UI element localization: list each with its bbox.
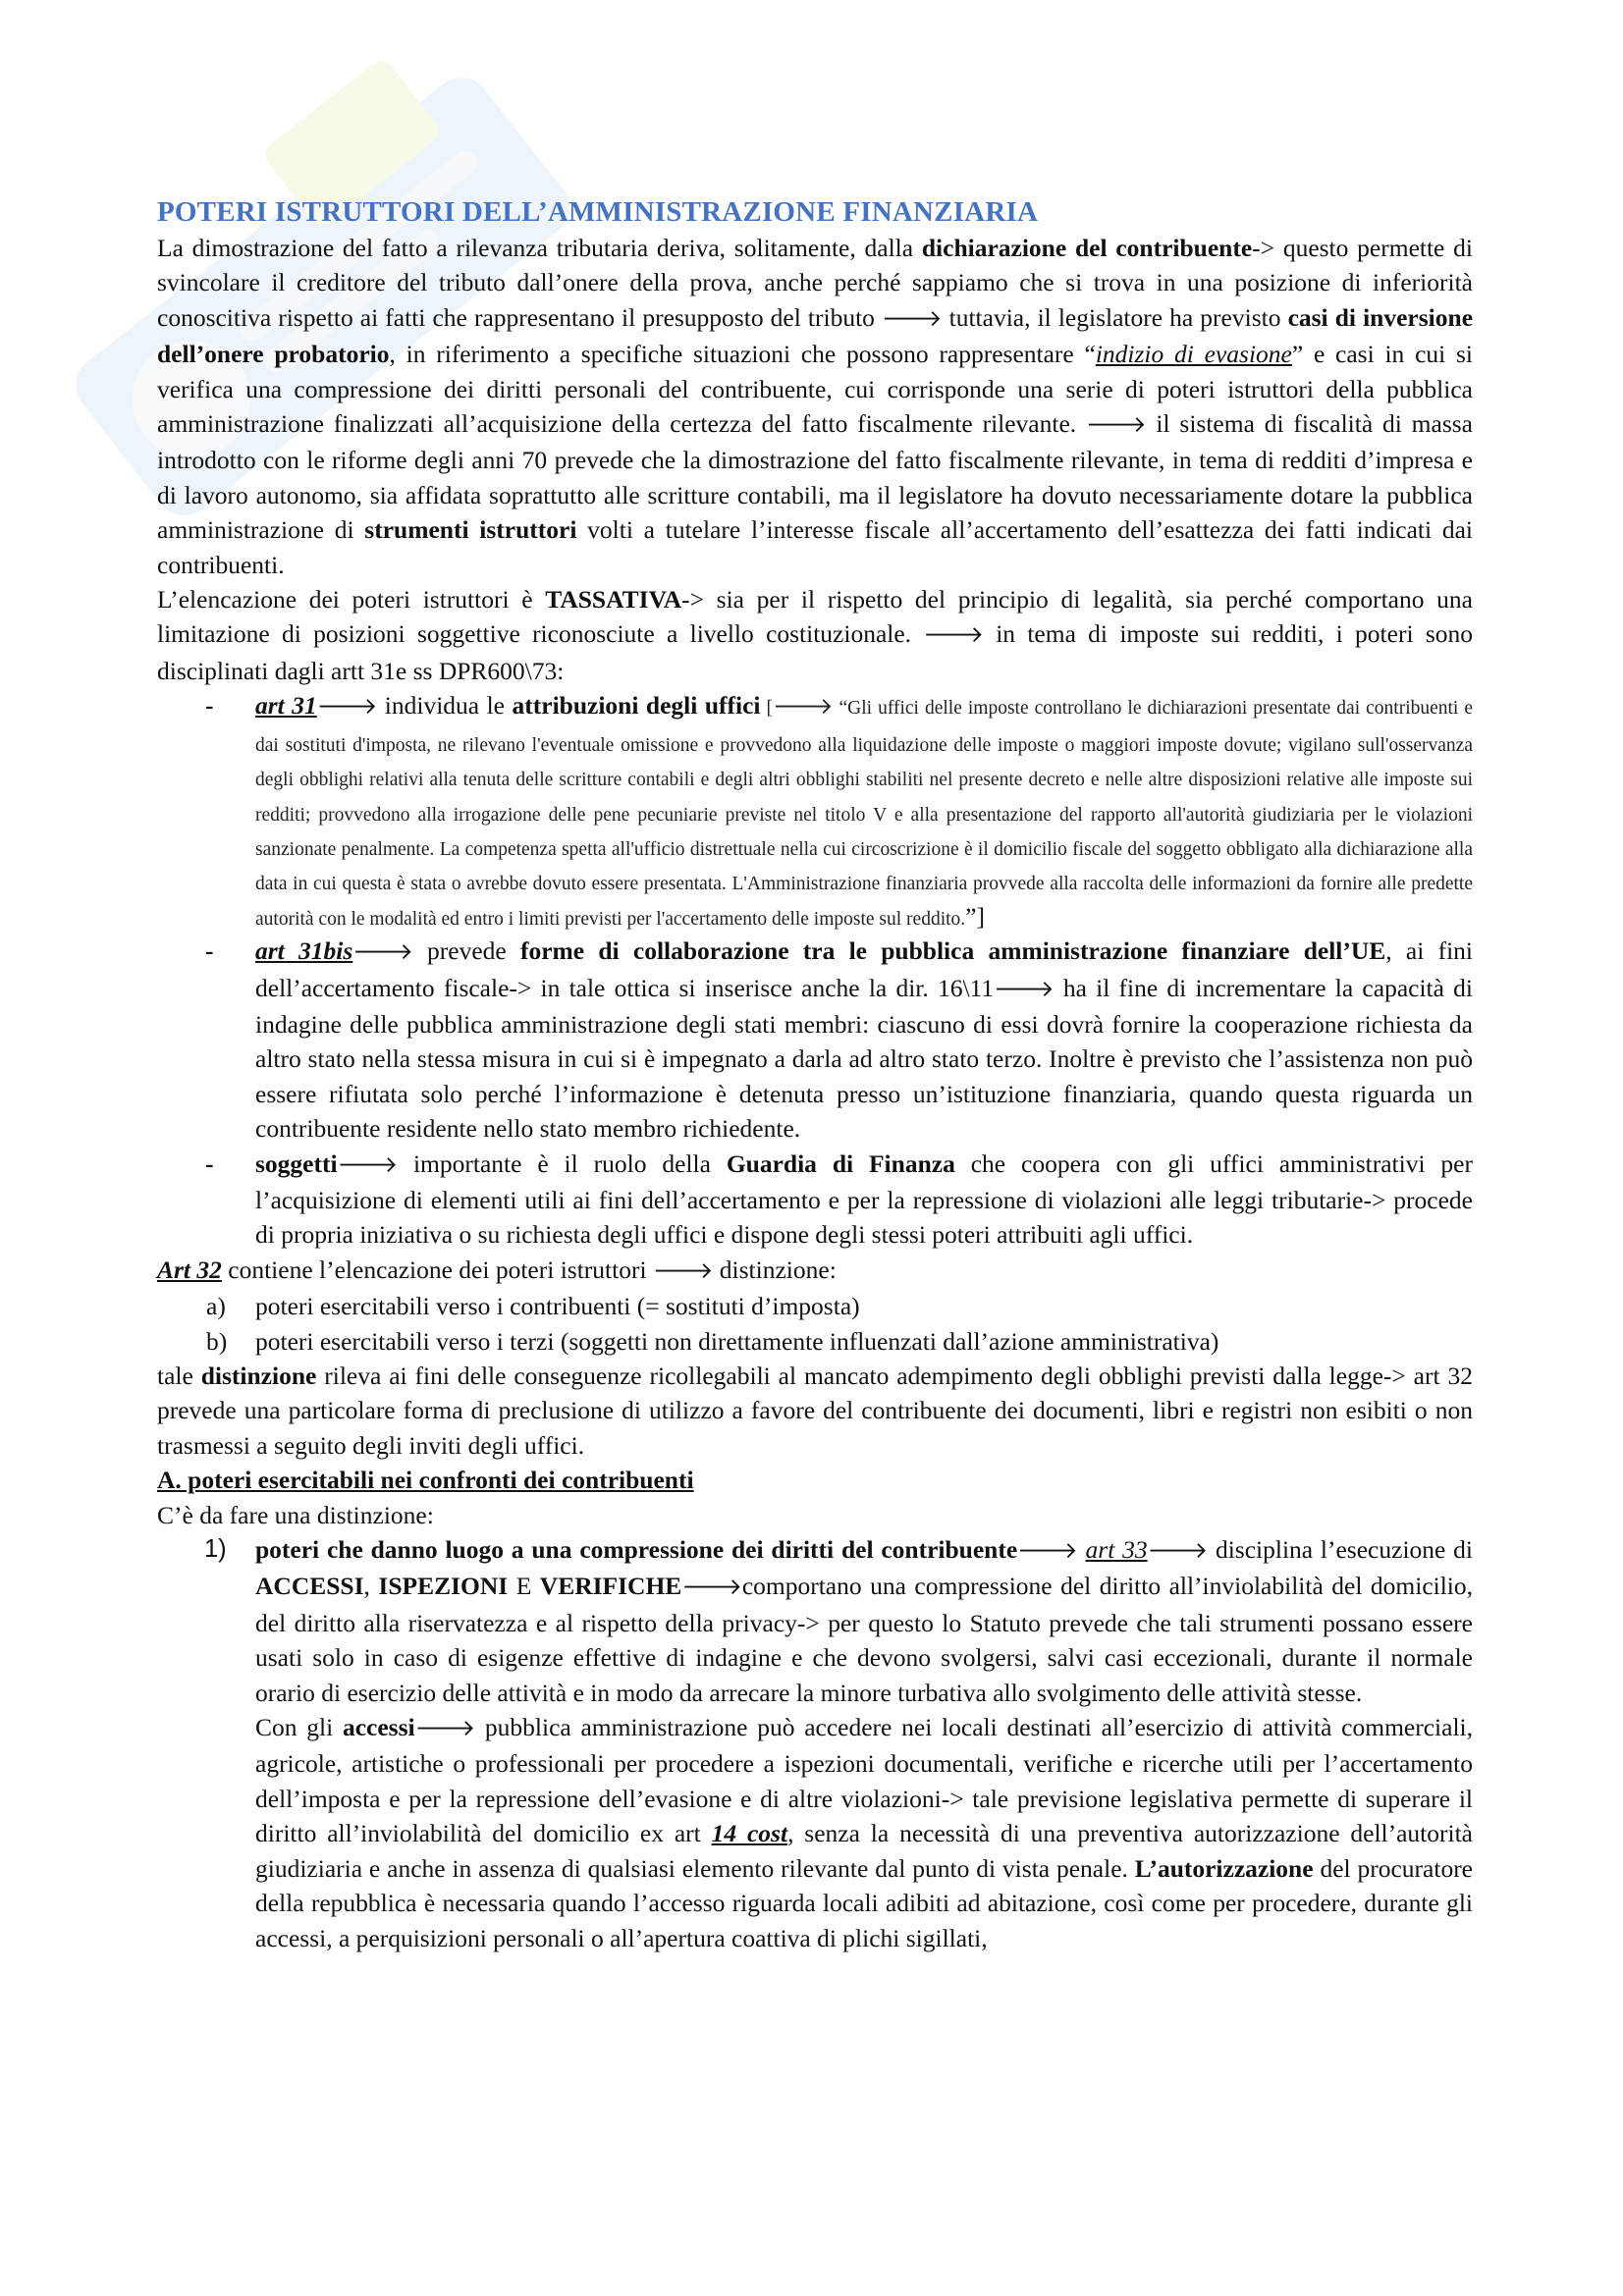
- list-item-1: 1) poteri che danno luogo a una compressione dei diritti del contribuente🡒 art 33🡒 disciplina l’esecuzione di ACCESSI, ISPEZIONI E VERIFICHE🡒comportano una compressione del diritto all’inviolabilità del domicilio, del diritto alla riservatezza e al rispetto della privacy-> per questo lo Statuto prevede che tali strumenti possano essere usati solo in caso di esigenze effettive di indagine e che devono svolgersi, salvi casi eccezionali, durante il normale orario di esercizio delle attività e in modo da arrecare la minore turbativa allo svolgimento delle attività stesse.: [204, 1535, 1474, 1707]
- arrow-icon: 🡒: [414, 1716, 476, 1742]
- art32-paragraph: Art 32 contiene l’elencazione dei poteri istruttori 🡒 distinzione:: [157, 1255, 837, 1284]
- arrow-icon: 🡒: [923, 622, 984, 649]
- arrow-icon: 🡒: [1017, 1538, 1078, 1565]
- art31-quote: “Gli uffici delle imposte controllano le dichiarazioni presentate dai contribuenti e dai sostituti d'imposta, ne rilevano l'eventuale omissione e provvedono alla liquidazione delle imposte o maggiori imposte dovute; vigilano sull'osservanza degli obblighi relativi alla tenuta delle scritture contabili e degli altri obblighi stabiliti nel presente decreto e nelle altre disposizioni relative alle imposte sui redditi; provvedono alla irrogazione delle pene pecuniarie previste nel titolo V e alla presentazione del rapporto all'autorità giudiziaria per le violazioni sanzionate penalmente. La competenza spetta all'ufficio distrettuale nella cui circoscrizione è il domicilio fiscale del soggetto obbligato alla dichiarazione alla data in cui questa è stata o avrebbe dovuto essere presentata. L'Amministrazione finanziaria provvede alla raccolta delle informazioni da fornire alle predette autorità con le modalità ed entro i limiti previsti per l'accertamento delle imposte sul reddito.: [255, 698, 1474, 930]
- page-title: POTERI ISTRUTTORI DELL’AMMINISTRAZIONE FINANZIARIA: [157, 196, 1039, 228]
- document-page: [157, 196, 1473, 1955]
- arrow-icon: 🡒: [681, 1575, 742, 1601]
- art32-list: [157, 1289, 1473, 1359]
- arrow-icon: 🡒: [316, 694, 378, 721]
- arrow-icon: 🡒: [773, 694, 834, 721]
- section-a-intro: C’è da fare una distinzione:: [157, 1500, 434, 1529]
- intro-paragraph: La dimostrazione del fatto a rilevanza tributaria deriva, solitamente, dalla dichiarazione del contribuente-> questo permette di svincolare il creditore del tributo dall’onere della prova, anche perché sappiamo che si trova in una posizione di inferiorità conoscitiva rispetto ai fatti che rappresentano il presupposto del tributo 🡒 tuttavia, il legislatore ha previsto casi di inversione dell’onere probatorio, in riferimento a specifiche situazioni che possono rappresentare “indizio di evasione” e casi in cui si verifica una compressione dei diritti personali del contribuente, cui corrisponde una serie di poteri istruttori della pubblica amministrazione finalizzati all’acquisizione della certezza del fatto fiscalmente rilevante. 🡒 il sistema di fiscalità di massa introdotto con le riforme degli anni 70 prevede che la dimostrazione del fatto fiscalmente rilevante, in tema di redditi d’impresa e di lavoro autonomo, sia affidata soprattutto alle scritture contabili, ma il legislatore ha dovuto necessariamente dotare la pubblica amministrazione di strumenti istruttori volti a tutelare l’interesse fiscale all’accertamento dell’esattezza dei fatti indicati dai contribuenti.: [157, 234, 1474, 579]
- dash-bullet: -: [205, 936, 214, 966]
- articles-list: [157, 688, 1473, 1253]
- distinzione-paragraph: tale distinzione rileva ai fini delle conseguenze ricollegabili al mancato adempimento degli obblighi previsti dalla legge-> art 32 prevede una particolare forma di preclusione di utilizzo a favore del contribuente dei documenti, libri e registri non esibiti o non trasmessi a seguito degli inviti degli uffici.: [157, 1362, 1473, 1460]
- arrow-icon: 🡒: [352, 939, 413, 966]
- list-item-soggetti: - soggetti🡒 importante è il ruolo della Guardia di Finanza che coopera con gli uffici amministrativi per l’acquisizione di elementi utili ai fini dell’accertamento e per la repressione di violazioni alle leggi tributarie-> procede di propria iniziativa o su richiesta degli uffici e dispone degli stessi poteri attribuiti agli uffici.: [157, 1147, 1473, 1253]
- list-item-art31bis: - art 31bis🡒 prevede forme di collaborazione tra le pubblica amministrazione finanziare dell’UE, ai fini dell’accertamento fiscale-> in tale ottica si inserisce anche la dir. 16\11🡒 ha il fine di incrementare la capacità di indagine delle pubblica amministrazione degli stati membri: ciascuno di essi dovrà fornire la cooperazione richiesta da altro stato nella stessa misura in cui si è impegnato a darla ad altro stato terzo. Inoltre è previsto che l’assistenza non può essere rifiutata solo perché l’informazione è detenuta presso un’istituzione finanziaria, quando questa riguarda un contribuente residente nello stato membro richiedente.: [157, 934, 1473, 1146]
- list-item-art31: - art 31🡒 individua le attribuzioni degli uffici [🡒 “Gli uffici delle imposte controllano le dichiarazioni presentate dai contribuenti e dai sostituti d'imposta, ne rilevano l'eventuale omissione e provvedono alla liquidazione delle imposte o maggiori imposte dovute; vigilano sull'osservanza degli obblighi relativi alla tenuta delle scritture contabili e degli altri obblighi stabiliti nel presente decreto e nelle altre disposizioni relative alle imposte sui redditi; provvedono alla irrogazione delle pene pecuniarie previste nel titolo V e alla presentazione del rapporto all'autorità giudiziaria per le violazioni sanzionate penalmente. La competenza spetta all'ufficio distrettuale nella cui circoscrizione è il domicilio fiscale del soggetto obbligato alla dichiarazione alla data in cui questa è stata o avrebbe dovuto essere presentata. L'Amministrazione finanziaria provvede alla raccolta delle informazioni da fornire alle predette autorità con le modalità ed entro i limiti previsti per l'accertamento delle imposte sul reddito.”]: [157, 688, 1473, 934]
- section-a-list: [157, 1532, 1473, 1710]
- list-item-b: b) poteri esercitabili verso i terzi (soggetti non direttamente influenzati dall’azione amministrativa): [206, 1326, 1219, 1356]
- tassativa-paragraph: L’elencazione dei poteri istruttori è TASSATIVA-> sia per il rispetto del principio di legalità, sia perché comportano una limitazione di posizioni soggettive riconosciute a livello costituzionale. 🡒 in tema di imposte sui redditi, i poteri sono disciplinati dagli artt 31e ss DPR600\73:: [157, 585, 1474, 685]
- section-a-heading: A. poteri esercitabili nei confronti dei contribuenti: [157, 1466, 694, 1495]
- arrow-icon: 🡒: [994, 976, 1055, 1002]
- arrow-icon: 🡒: [882, 305, 943, 332]
- arrow-icon: 🡒: [1086, 412, 1147, 439]
- list-item-a: a) poteri esercitabili verso i contribuenti (= sostituti d’imposta): [206, 1292, 860, 1321]
- arrow-icon: 🡒: [1147, 1538, 1209, 1565]
- dash-bullet: -: [205, 1148, 214, 1178]
- arrow-icon: 🡒: [337, 1151, 399, 1178]
- arrow-icon: 🡒: [652, 1257, 714, 1284]
- accessi-paragraph: Con gli accessi🡒 pubblica amministrazione può accedere nei locali destinati all’esercizio di attività commerciali, agricole, artistiche o professionali per procedere a ispezioni documentali, verifiche e ricerche utili per l’accertamento dell’imposta e per la repressione dell’evasione e di altre violazioni-> tale previsione legislativa permette di superare il diritto all’inviolabilità del domicilio ex art 14 cost, senza la necessità di una preventiva autorizzazione dell’autorità giudiziaria e anche in assenza di qualsiasi elemento rilevante dal punto di vista penale. L’autorizzazione del procuratore della repubblica è necessaria quando l’accesso riguarda locali adibiti ad abitazione, così come per procedere, durante gli accessi, a perquisizioni personali o all’apertura coattiva di plichi sigillati,: [255, 1713, 1473, 1952]
- dash-bullet: -: [205, 691, 214, 721]
